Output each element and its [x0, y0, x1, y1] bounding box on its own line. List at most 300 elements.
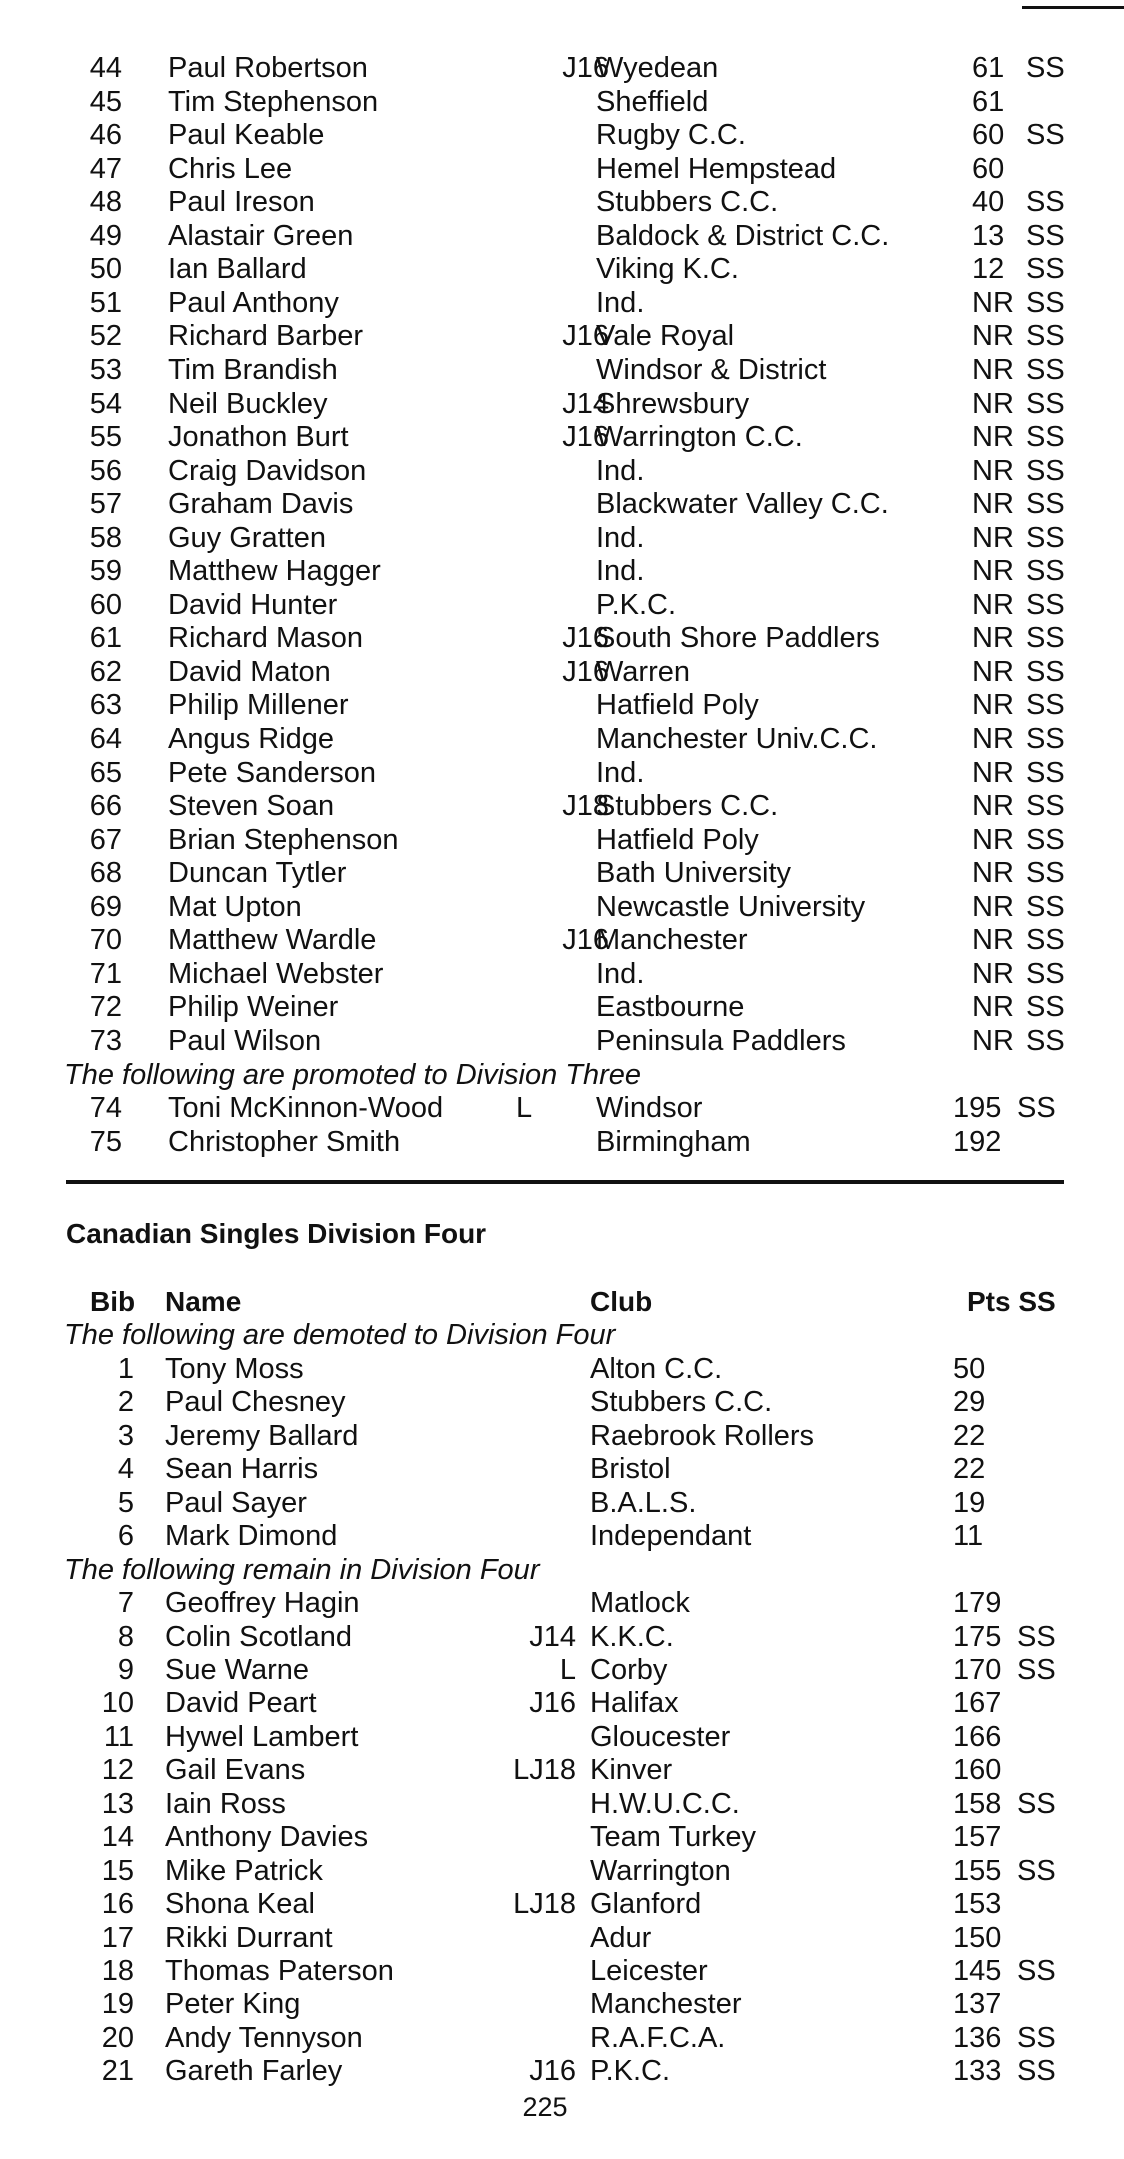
ss-flag: SS [1017, 1787, 1056, 1820]
list-item [0, 51, 1124, 85]
club-name: Ind. [596, 286, 645, 319]
club-name: Warrington [590, 1854, 731, 1887]
list-item [0, 252, 1124, 286]
competitor-name: Matthew Hagger [168, 555, 381, 588]
ss-flag: SS [1026, 957, 1065, 990]
club-name: Bristol [590, 1453, 671, 1486]
points: NR [972, 723, 1014, 755]
points: 137 [953, 1988, 1002, 2021]
ss-flag: SS [1026, 689, 1065, 722]
competitor-name: Richard Barber [168, 320, 364, 353]
bib-number: 60 [89, 588, 122, 621]
club-name: Manchester Univ.C.C. [596, 723, 878, 755]
points: 61 [972, 85, 1005, 118]
ss-flag: SS [1026, 353, 1065, 386]
bib-number: 7 [117, 1587, 134, 1620]
ss-flag: SS [1017, 2021, 1056, 2054]
list-item [0, 1620, 1124, 1654]
age-category: J18 [562, 790, 609, 823]
ss-flag: SS [1026, 320, 1065, 353]
competitor-name: Mark Dimond [165, 1520, 338, 1553]
bib-number: 19 [101, 1988, 134, 2021]
list-item [0, 655, 1124, 689]
points: 61 [972, 52, 1005, 84]
list-item [0, 2021, 1124, 2055]
club-name: Corby [590, 1653, 668, 1686]
competitor-name: Gareth Farley [165, 2055, 343, 2088]
points: 40 [972, 186, 1005, 219]
page-number: 225 [522, 2092, 568, 2122]
club-name: Hatfield Poly [596, 689, 759, 722]
bib-number: 46 [89, 119, 122, 152]
bib-number: 68 [89, 857, 122, 890]
club-name: Ind. [596, 555, 645, 588]
bib-number: 2 [117, 1386, 134, 1419]
list-item [0, 487, 1124, 521]
bib-number: 69 [89, 890, 122, 923]
points: 50 [953, 1352, 986, 1385]
list-item [0, 420, 1124, 454]
list-item [0, 1091, 1124, 1125]
list-item [0, 1753, 1124, 1787]
competitor-name: Paul Chesney [165, 1386, 346, 1419]
age-category: J16 [529, 1687, 576, 1720]
points: 192 [953, 1125, 1002, 1158]
ss-flag: SS [1017, 2055, 1056, 2088]
corner-rule [1022, 6, 1124, 9]
points: NR [972, 353, 1014, 386]
points: 167 [953, 1687, 1002, 1720]
ss-flag: SS [1017, 1854, 1056, 1887]
age-category: L [516, 1092, 533, 1125]
ss-flag: SS [1026, 488, 1065, 521]
bib-number: 13 [101, 1787, 134, 1820]
list-item [0, 1987, 1124, 2021]
bib-number: 71 [89, 957, 122, 990]
bib-number: 72 [89, 991, 122, 1024]
competitor-name: Duncan Tytler [168, 857, 347, 890]
list-item [0, 823, 1124, 857]
competitor-name: Matthew Wardle [168, 924, 377, 957]
bib-number: 74 [89, 1092, 122, 1125]
bib-number: 6 [117, 1520, 134, 1553]
ss-flag: SS [1026, 588, 1065, 621]
list-item [0, 856, 1124, 890]
bib-number: 16 [101, 1888, 134, 1921]
list-item [0, 286, 1124, 320]
points: NR [972, 689, 1014, 722]
competitor-name: Paul Wilson [168, 1024, 322, 1057]
competitor-name: Andy Tennyson [165, 2021, 363, 2054]
club-name: Stubbers C.C. [590, 1386, 773, 1419]
club-name: P.K.C. [596, 588, 677, 621]
competitor-name: Paul Keable [168, 119, 325, 152]
points: 157 [953, 1821, 1002, 1854]
club-name: Alton C.C. [590, 1352, 723, 1385]
list-item [0, 219, 1124, 253]
list-item [0, 756, 1124, 790]
competitor-name: Paul Sayer [165, 1486, 307, 1519]
bib-number: 45 [89, 85, 122, 118]
section-divider [66, 1180, 1064, 1184]
ss-flag: SS [1026, 756, 1065, 789]
age-category: J16 [562, 924, 609, 957]
club-name: Windsor [596, 1092, 703, 1125]
list-item [0, 1519, 1124, 1553]
club-name: Hatfield Poly [596, 823, 759, 856]
club-name: Glanford [590, 1888, 702, 1921]
list-item [0, 957, 1124, 991]
bib-number: 47 [89, 152, 122, 185]
list-item [0, 688, 1124, 722]
promoted-note: The following are promoted to Division Three [64, 1058, 642, 1091]
club-name: Sheffield [596, 85, 709, 118]
points: NR [972, 655, 1014, 688]
club-name: Manchester [590, 1988, 742, 2021]
competitor-name: Tony Moss [165, 1352, 304, 1385]
club-name: Manchester [596, 924, 748, 957]
competitor-name: Philip Millener [168, 689, 349, 722]
club-name: Leicester [590, 1955, 708, 1987]
points: 60 [972, 152, 1005, 185]
list-item [0, 722, 1124, 756]
club-name: Halifax [590, 1687, 679, 1720]
bib-number: 49 [89, 219, 122, 252]
club-name: Peninsula Paddlers [596, 1024, 846, 1057]
competitor-name: Neil Buckley [168, 387, 328, 420]
ss-flag: SS [1026, 890, 1065, 923]
bib-number: 3 [117, 1419, 134, 1452]
points: 12 [972, 253, 1005, 286]
points: NR [972, 488, 1014, 521]
bib-number: 5 [117, 1486, 134, 1519]
competitor-name: Tim Brandish [168, 353, 338, 386]
bib-number: 17 [101, 1921, 134, 1954]
points: 160 [953, 1754, 1002, 1787]
points: NR [972, 387, 1014, 420]
club-name: B.A.L.S. [590, 1486, 697, 1519]
list-item [0, 152, 1124, 186]
bib-number: 44 [89, 52, 122, 84]
points: 136 [953, 2021, 1002, 2054]
points: NR [972, 320, 1014, 353]
club-name: Ind. [596, 521, 645, 554]
bib-number: 52 [89, 320, 122, 353]
bib-number: 21 [101, 2055, 134, 2088]
bib-number: 20 [101, 2021, 134, 2054]
points: 166 [953, 1720, 1002, 1753]
competitor-name: Shona Keal [165, 1888, 315, 1921]
club-name: Ind. [596, 756, 645, 789]
competitor-name: Guy Gratten [168, 521, 326, 554]
competitor-name: Mat Upton [168, 890, 302, 923]
competitor-name: Steven Soan [168, 790, 335, 823]
competitor-name: David Hunter [168, 588, 338, 621]
list-item [0, 521, 1124, 555]
points: 195 [953, 1092, 1002, 1125]
ss-flag: SS [1026, 454, 1065, 487]
bib-number: 14 [101, 1821, 134, 1854]
competitor-name: Angus Ridge [168, 723, 335, 755]
competitor-name: Jeremy Ballard [165, 1419, 359, 1452]
club-name: Bath University [596, 857, 792, 890]
competitor-name: Toni McKinnon-Wood [168, 1092, 444, 1125]
competitor-name: Rikki Durrant [165, 1921, 333, 1954]
column-header-bib: Bib [90, 1286, 136, 1317]
ss-flag: SS [1026, 219, 1065, 252]
ss-flag: SS [1026, 991, 1065, 1024]
bib-number: 48 [89, 186, 122, 219]
age-category: J14 [562, 387, 609, 420]
ss-flag: SS [1026, 823, 1065, 856]
club-name: Shrewsbury [596, 387, 750, 420]
list-item [0, 185, 1124, 219]
ss-flag: SS [1026, 421, 1065, 454]
list-item [0, 789, 1124, 823]
ss-flag: SS [1017, 1620, 1056, 1653]
list-item [0, 1921, 1124, 1955]
points: 60 [972, 119, 1005, 152]
club-name: Birmingham [596, 1125, 751, 1158]
bib-number: 50 [89, 253, 122, 286]
list-item [0, 1820, 1124, 1854]
age-category: J14 [529, 1620, 576, 1653]
competitor-name: David Maton [168, 655, 331, 688]
list-item [0, 319, 1124, 353]
points: NR [972, 890, 1014, 923]
competitor-name: Thomas Paterson [165, 1955, 394, 1987]
bib-number: 61 [89, 622, 122, 655]
club-name: Baldock & District C.C. [596, 219, 890, 252]
ss-flag: SS [1026, 555, 1065, 588]
age-category: J16 [562, 52, 609, 84]
competitor-name: Gail Evans [165, 1754, 306, 1787]
bib-number: 12 [101, 1754, 134, 1787]
club-name: Gloucester [590, 1720, 731, 1753]
ss-flag: SS [1026, 286, 1065, 319]
club-name: Matlock [590, 1587, 690, 1620]
competitor-name: Jonathon Burt [168, 421, 349, 454]
bib-number: 66 [89, 790, 122, 823]
age-category: J16 [562, 622, 609, 655]
points: 145 [953, 1955, 1002, 1987]
points: NR [972, 588, 1014, 621]
list-item [0, 1854, 1124, 1888]
bib-number: 57 [89, 488, 122, 521]
competitor-name: Richard Mason [168, 622, 364, 655]
bib-number: 59 [89, 555, 122, 588]
club-name: Kinver [590, 1754, 673, 1787]
list-item [0, 1586, 1124, 1620]
column-header-pts-ss: Pts SS [967, 1286, 1056, 1317]
list-item [0, 1419, 1124, 1453]
club-name: Blackwater Valley C.C. [596, 488, 889, 521]
points: NR [972, 790, 1014, 823]
age-category: L [559, 1653, 576, 1686]
points: NR [972, 454, 1014, 487]
list-item [0, 588, 1124, 622]
bib-number: 54 [89, 387, 122, 420]
ss-flag: SS [1026, 790, 1065, 823]
competitor-name: Craig Davidson [168, 454, 367, 487]
bib-number: 55 [89, 421, 122, 454]
club-name: Eastbourne [596, 991, 745, 1024]
club-name: Raebrook Rollers [590, 1419, 815, 1452]
club-name: Ind. [596, 454, 645, 487]
list-item [0, 1787, 1124, 1821]
bib-number: 75 [89, 1125, 122, 1158]
bib-number: 65 [89, 756, 122, 789]
points: NR [972, 957, 1014, 990]
list-item [0, 454, 1124, 488]
club-name: Stubbers C.C. [596, 186, 779, 219]
list-item [0, 1452, 1124, 1486]
points: 13 [972, 219, 1005, 252]
club-name: Warren [596, 655, 690, 688]
bib-number: 70 [89, 924, 122, 957]
bib-number: 15 [101, 1854, 134, 1887]
points: NR [972, 555, 1014, 588]
points: NR [972, 823, 1014, 856]
competitor-name: Philip Weiner [168, 991, 339, 1024]
list-item [0, 923, 1124, 957]
ss-flag: SS [1026, 119, 1065, 152]
bib-number: 8 [117, 1620, 134, 1653]
competitor-name: Paul Robertson [168, 52, 368, 84]
bib-number: 58 [89, 521, 122, 554]
list-item [0, 621, 1124, 655]
club-name: Rugby C.C. [596, 119, 746, 152]
competitor-name: David Peart [165, 1687, 317, 1720]
list-item [0, 118, 1124, 152]
column-header-name: Name [165, 1286, 242, 1317]
age-category: LJ18 [513, 1888, 576, 1921]
list-item [0, 1385, 1124, 1419]
list-item [0, 890, 1124, 924]
club-name: Hemel Hempstead [596, 152, 837, 185]
list-item [0, 1125, 1124, 1159]
points: 155 [953, 1854, 1002, 1887]
club-name: Ind. [596, 957, 645, 990]
points: 175 [953, 1620, 1002, 1653]
competitor-name: Paul Anthony [168, 286, 339, 319]
points: 179 [953, 1587, 1002, 1620]
bib-number: 62 [89, 655, 122, 688]
points: 158 [953, 1787, 1002, 1820]
club-name: Vale Royal [596, 320, 735, 353]
list-item [0, 1486, 1124, 1520]
competitor-name: Colin Scotland [165, 1620, 352, 1653]
list-item [0, 1887, 1124, 1921]
competitor-name: Chris Lee [168, 152, 293, 185]
points: NR [972, 286, 1014, 319]
age-category: J16 [562, 655, 609, 688]
competitor-name: Sean Harris [165, 1453, 319, 1486]
competitor-name: Hywel Lambert [165, 1720, 359, 1753]
club-name: R.A.F.C.A. [590, 2021, 726, 2054]
bib-number: 10 [101, 1687, 134, 1720]
bib-number: 18 [101, 1955, 134, 1987]
column-header-club: Club [590, 1286, 653, 1317]
competitor-name: Christopher Smith [168, 1125, 401, 1158]
club-name: Windsor & District [596, 353, 827, 386]
bib-number: 4 [117, 1453, 134, 1486]
competitor-name: Geoffrey Hagin [165, 1587, 360, 1620]
competitor-name: Iain Ross [165, 1787, 286, 1820]
age-category: J16 [529, 2055, 576, 2088]
list-item [0, 1720, 1124, 1754]
bib-number: 56 [89, 454, 122, 487]
competitor-name: Anthony Davies [165, 1821, 369, 1854]
competitor-name: Ian Ballard [168, 253, 307, 286]
list-item [0, 2054, 1124, 2088]
bib-number: 64 [89, 723, 122, 755]
list-item [0, 1024, 1124, 1058]
points: 11 [953, 1520, 984, 1553]
list-item [0, 1653, 1124, 1687]
competitor-name: Brian Stephenson [168, 823, 399, 856]
age-category: J16 [562, 421, 609, 454]
bib-number: 67 [89, 823, 122, 856]
competitor-name: Sue Warne [165, 1653, 309, 1686]
remain-note: The following remain in Division Four [64, 1553, 540, 1586]
ss-flag: SS [1026, 253, 1065, 286]
list-item [0, 353, 1124, 387]
competitor-name: Peter King [165, 1988, 301, 2021]
points: 22 [953, 1419, 986, 1452]
ss-flag: SS [1017, 1653, 1056, 1686]
club-name: Viking K.C. [596, 253, 739, 286]
club-name: Wyedean [596, 52, 719, 84]
club-name: H.W.U.C.C. [590, 1787, 740, 1820]
points: 153 [953, 1888, 1002, 1921]
list-item [0, 1352, 1124, 1386]
bib-number: 73 [89, 1024, 122, 1057]
age-category: LJ18 [513, 1754, 576, 1787]
points: NR [972, 991, 1014, 1024]
age-category: J16 [562, 320, 609, 353]
bib-number: 51 [89, 286, 122, 319]
club-name: South Shore Paddlers [596, 622, 880, 655]
bib-number: 63 [89, 689, 122, 722]
ss-flag: SS [1026, 655, 1065, 688]
club-name: Independant [590, 1520, 752, 1553]
points: NR [972, 756, 1014, 789]
points: 133 [953, 2055, 1002, 2088]
bib-number: 53 [89, 353, 122, 386]
list-item [0, 85, 1124, 119]
ss-flag: SS [1026, 521, 1065, 554]
ss-flag: SS [1026, 857, 1065, 890]
points: 19 [953, 1486, 986, 1519]
points: NR [972, 1024, 1014, 1057]
list-item [0, 1686, 1124, 1720]
points: NR [972, 924, 1014, 957]
points: 29 [953, 1386, 986, 1419]
list-item [0, 1954, 1124, 1988]
points: NR [972, 622, 1014, 655]
ss-flag: SS [1026, 622, 1065, 655]
club-name: P.K.C. [590, 2055, 671, 2088]
ss-flag: SS [1026, 52, 1065, 84]
points: 22 [953, 1453, 986, 1486]
section-title: Canadian Singles Division Four [66, 1218, 487, 1249]
ss-flag: SS [1026, 723, 1065, 755]
club-name: Team Turkey [590, 1821, 756, 1854]
ss-flag: SS [1026, 924, 1065, 957]
ss-flag: SS [1026, 186, 1065, 219]
competitor-name: Alastair Green [168, 219, 354, 252]
